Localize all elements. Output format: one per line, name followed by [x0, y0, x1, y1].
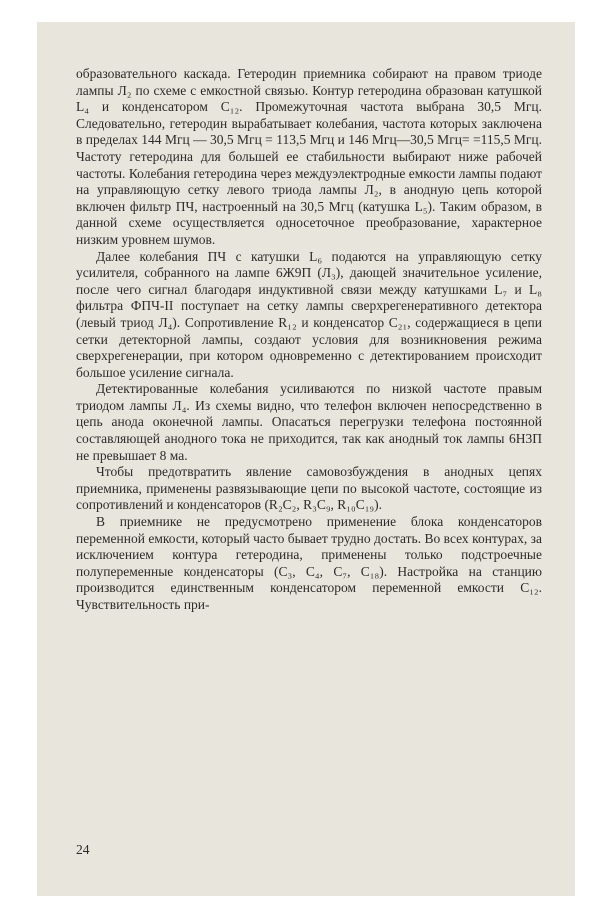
paragraph-3: Детектированные колебания усиливаются по низкой частоте правым триодом лампы Л₄. Из схемы видно, что телефон включен непосредственно в цепь анода оконечной лампы. Опасаться перегрузки телефона постоянной составляющей анодного тока не приходится, так как анодный ток лампы 6Н3П не превышает 8 ма.	[76, 381, 542, 463]
body-text	[76, 66, 542, 614]
paragraph-2: Далее колебания ПЧ с катушки L₆ подаются на управляющую сетку усилителя, собранного на лампе 6Ж9П (Л₃), дающей значительное усиление, после чего сигнал благодаря индуктивной связи между катушками L₇ и L₈ фильтра ФПЧ-II поступает на сетку лампы сверхрегенеративного детектора (левый триод Л₄). Сопротивление R₁₂ и конденсатор C₂₁, содержащиеся в цепи сетки детекторной лампы, создают условия для возникновения режима сверхрегенерации, при котором одновременно с детектированием происходит большое усиление сигнала.	[76, 248, 542, 380]
paragraph-4: Чтобы предотвратить явление самовозбуждения в анодных цепях приемника, применены развязывающие цепи по высокой частоте, состоящие из сопротивлений и конденсаторов (R₂C₂, R₃C₉, R₁₀C₁₉).	[76, 464, 542, 513]
paragraph-5: В приемнике не предусмотрено применение блока конденсаторов переменной емкости, который часто бывает трудно достать. Во всех контурах, за исключением контура гетеродина, применены только подстроечные полупеременные конденсаторы (C₃, C₄, C₇, C₁₈). Настройка на станцию производится единственным конденсатором переменной емкости C₁₂. Чувствительность при-	[76, 514, 542, 612]
paragraph-1: образовательного каскада. Гетеродин приемника собирают на правом триоде лампы Л₂ по схеме с емкостной связью. Контур гетеродина образован катушкой L₄ и конденсатором C₁₂. Промежуточная частота выбрана 30,5 Мгц. Следовательно, гетеродин вырабатывает колебания, частота которых заключена в пределах 144 Мгц — 30,5 Мгц = 113,5 Мгц и 146 Мгц—30,5 Мгц= =115,5 Мгц. Частоту гетеродина для большей ее стабильности выбирают ниже рабочей частоты. Колебания гетеродина через междуэлектродные емкости лампы подают на управляющую сетку левого триода лампы Л₂, в анодную цепь которой включен фильтр ПЧ, настроенный на 30,5 Мгц (катушка L₅). Таким образом, в данной схеме осуществляется односеточное преобразование, характерное низким уровнем шумов.	[76, 66, 542, 247]
page-number: 24	[76, 842, 90, 857]
